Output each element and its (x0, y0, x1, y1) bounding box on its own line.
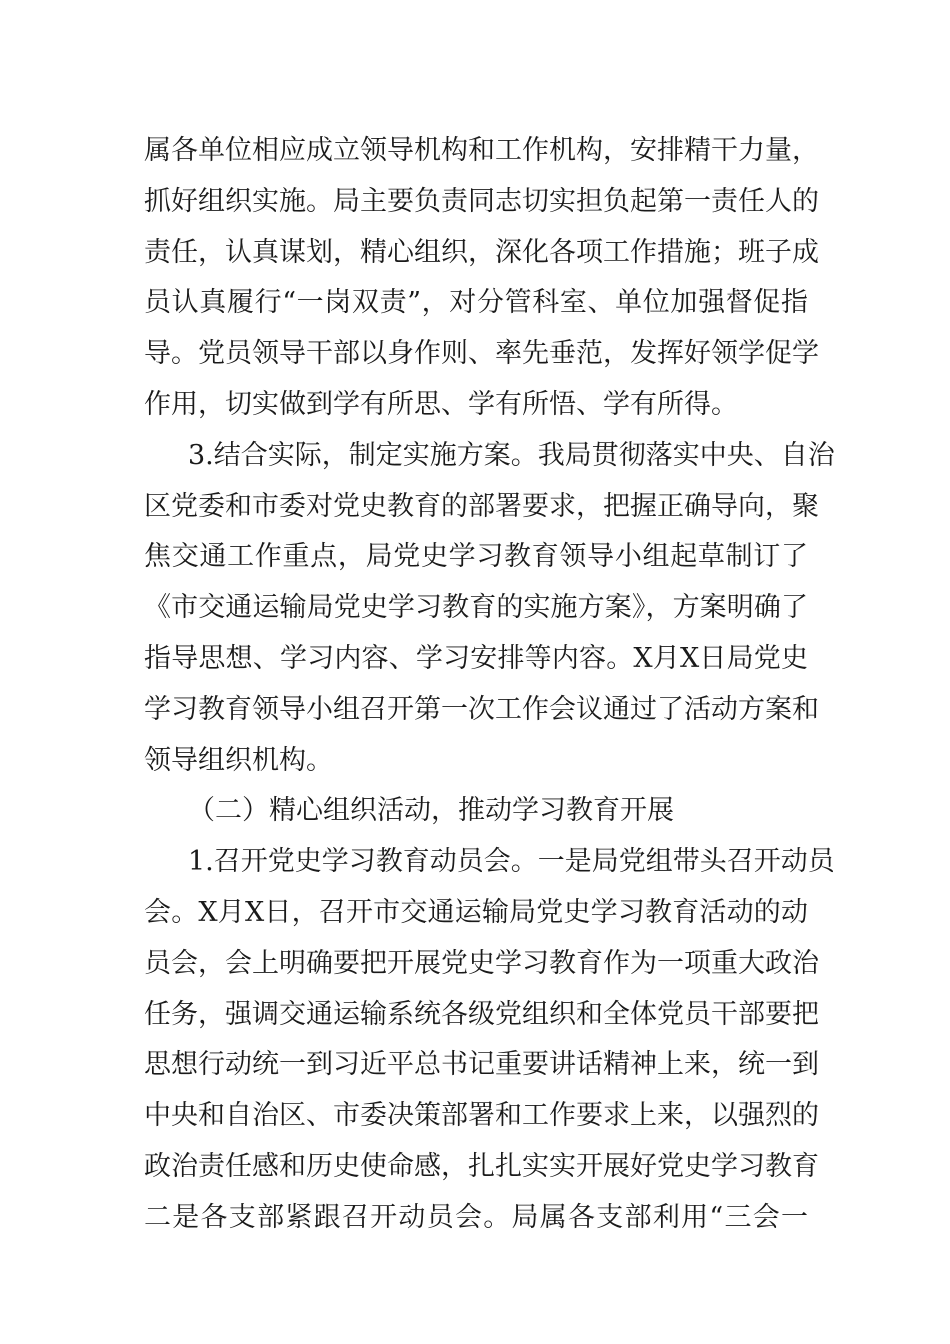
text-line: 领导组织机构。 (144, 744, 333, 776)
document-body (144, 126, 835, 1244)
text-line: 焦交通工作重点，局党史学习教育领导小组起草制订了 (144, 541, 808, 573)
text-line: 区党委和市委对党史教育的部署要求，把握正确导向，聚 (144, 490, 819, 522)
text-line: 属各单位相应成立领导机构和工作机构，安排精干力量， (144, 135, 819, 166)
text-line: 责任，认真谋划，精心组织，深化各项工作措施；班子成 (144, 236, 819, 268)
text-line: 中央和自治区、市委决策部署和工作要求上来，以强烈的 (144, 1100, 819, 1132)
text-line: 会。X月X日，召开市交通运输局党史学习教育活动的动 (144, 896, 808, 928)
paragraph-first-line: 1.召开党史学习教育动员会。一是局党组带头召开动员 (188, 846, 835, 878)
text-line: 《市交通运输局党史学习教育的实施方案》，方案明确了 (144, 592, 808, 624)
text-line: 思想行动统一到习近平总书记重要讲话精神上来，统一到 (144, 1049, 819, 1081)
text-line: 导。党员领导干部以身作则、率先垂范，发挥好领学促学 (144, 338, 819, 370)
text-line: 员认真履行“一岗双责”，对分管科室、单位加强督促指 (144, 287, 808, 319)
section-heading: （二）精心组织活动，推动学习教育开展 (188, 795, 674, 827)
text-line: 抓好组织实施。局主要负责同志切实担负起第一责任人的 (144, 185, 819, 217)
text-line: 政治责任感和历史使命感，扎扎实实开展好党史学习教育 (144, 1150, 819, 1182)
paragraph-first-line: 3.结合实际，制定实施方案。我局贯彻落实中央、自治 (188, 439, 835, 471)
text-line: 学习教育领导小组召开第一次工作会议通过了活动方案和 (144, 693, 819, 725)
text-line: 指导思想、学习内容、学习安排等内容。X月X日局党史 (144, 642, 808, 674)
text-line: 二是各支部紧跟召开动员会。局属各支部利用“三会一 (144, 1201, 808, 1233)
text-line: 作用，切实做到学有所思、学有所悟、学有所得。 (144, 388, 738, 420)
text-line: 员会，会上明确要把开展党史学习教育作为一项重大政治 (144, 947, 819, 979)
text-line: 任务，强调交通运输系统各级党组织和全体党员干部要把 (144, 998, 819, 1030)
